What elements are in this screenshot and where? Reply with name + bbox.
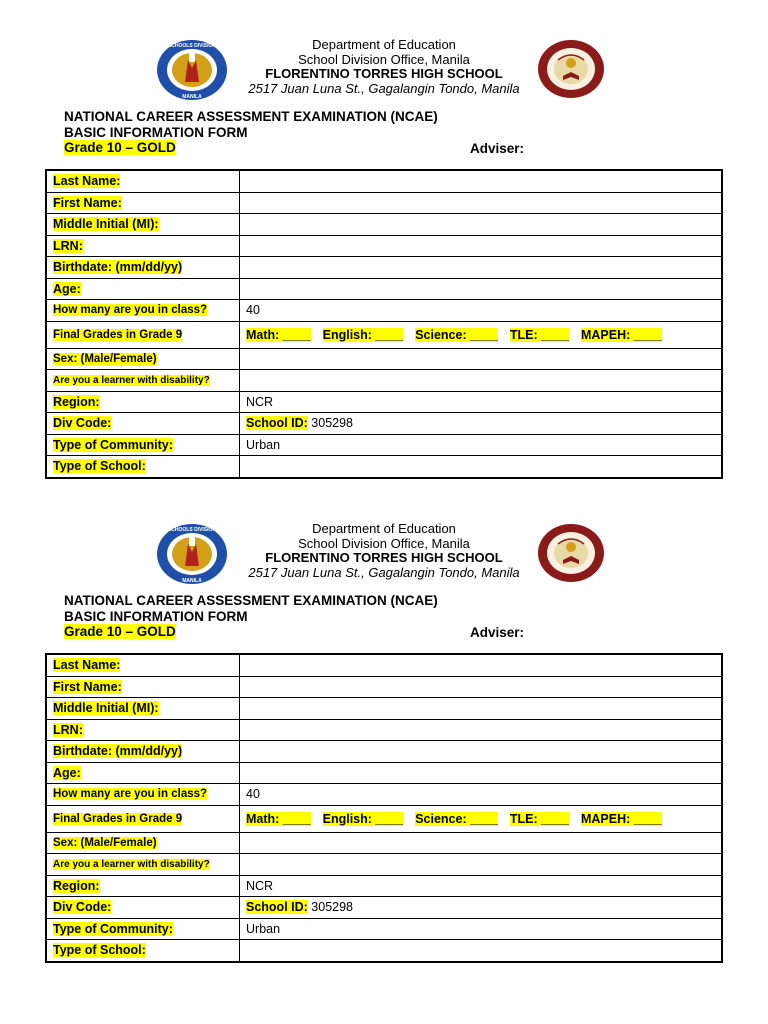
grade-section-label: Grade 10 – GOLD (64, 140, 176, 155)
table-row (46, 192, 722, 214)
school-type-field[interactable] (240, 456, 723, 478)
department-name: Department of Education (312, 521, 456, 536)
row-label (46, 321, 240, 348)
form-subtitle: BASIC INFORMATION FORM (64, 124, 248, 140)
community-label: Type of Community: (53, 437, 173, 452)
school-seal-icon (536, 522, 606, 584)
row-label (46, 170, 240, 192)
table-row (46, 832, 722, 854)
school-header-text (230, 38, 538, 96)
division-office-name: School Division Office, Manila (298, 535, 470, 551)
math-grade[interactable]: Math: ____ (246, 327, 311, 342)
table-row (46, 854, 722, 876)
row-label (46, 434, 240, 456)
div-code-label: Div Code: (53, 900, 112, 915)
row-label (46, 676, 240, 698)
table-row (46, 370, 722, 392)
community-label: Type of Community: (53, 921, 173, 936)
table-row (46, 257, 722, 279)
age-label: Age: (53, 281, 81, 296)
row-label (46, 719, 240, 741)
english-grade[interactable]: English: ____ (322, 811, 404, 826)
table-row (46, 413, 722, 435)
math-grade[interactable]: Math: ____ (246, 811, 311, 826)
svg-text:SCHOOLS DIVISION: SCHOOLS DIVISION (167, 43, 217, 49)
region-label: Region: (53, 394, 100, 409)
school-type-label: Type of School: (53, 459, 146, 474)
form-copy (0, 0, 768, 484)
table-row (46, 214, 722, 236)
last-name-label: Last Name: (53, 658, 121, 673)
class-count-label: How many are you in class? (53, 304, 208, 317)
grade-section (64, 624, 176, 639)
last-name-label: Last Name: (53, 174, 121, 189)
school-id-field[interactable] (240, 897, 723, 919)
table-row (46, 784, 722, 806)
info-table (45, 169, 723, 479)
exam-title: NATIONAL CAREER ASSESSMENT EXAMINATION (NCAE) (64, 593, 438, 608)
science-grade[interactable]: Science: ____ (415, 327, 498, 342)
tle-grade[interactable]: TLE: ____ (509, 327, 569, 342)
row-label (46, 413, 240, 435)
school-id-field[interactable] (240, 413, 723, 435)
row-label (46, 654, 240, 676)
row-label (46, 784, 240, 806)
form-copy (0, 484, 768, 968)
school-id-value: 305298 (311, 900, 354, 915)
table-row (46, 918, 722, 940)
svg-text:MANILA: MANILA (182, 578, 202, 584)
table-row (46, 434, 722, 456)
row-label (46, 854, 240, 876)
school-address: 2517 Juan Luna St., Gagalangin Tondo, Manila (248, 564, 520, 580)
table-row (46, 940, 722, 962)
table-row (46, 278, 722, 300)
table-row (46, 875, 722, 897)
table-row (46, 348, 722, 370)
form-title (64, 593, 438, 624)
table-row (46, 805, 722, 832)
info-table (45, 653, 723, 963)
first-name-label: First Name: (53, 679, 122, 694)
form-header (0, 0, 768, 100)
table-row (46, 762, 722, 784)
row-label (46, 918, 240, 940)
row-label (46, 348, 240, 370)
sex-field[interactable] (240, 832, 723, 854)
svg-text:SCHOOLS DIVISION: SCHOOLS DIVISION (167, 527, 217, 533)
school-seal-icon (536, 38, 606, 100)
row-label (46, 214, 240, 236)
birthdate-label: Birthdate: (mm/dd/yy) (53, 744, 183, 759)
grades-list (246, 328, 715, 342)
community-field[interactable]: Urban (240, 434, 723, 456)
table-row (46, 456, 722, 478)
row-label (46, 741, 240, 763)
school-id-label: School ID: (246, 900, 308, 915)
form-header (0, 484, 768, 584)
final-grades-label: Final Grades in Grade 9 (53, 812, 183, 825)
row-label (46, 192, 240, 214)
table-row (46, 391, 722, 413)
division-office-seal-icon (155, 522, 229, 586)
region-label: Region: (53, 878, 100, 893)
region-field[interactable]: NCR (240, 391, 723, 413)
region-field[interactable]: NCR (240, 875, 723, 897)
birthdate-field[interactable] (240, 741, 723, 763)
middle-initial-field[interactable] (240, 698, 723, 720)
exam-title: NATIONAL CAREER ASSESSMENT EXAMINATION (NCAE) (64, 109, 438, 124)
department-name: Department of Education (312, 37, 456, 52)
row-label (46, 391, 240, 413)
row-label (46, 875, 240, 897)
grade-section (64, 140, 176, 155)
class-count-label: How many are you in class? (53, 788, 208, 801)
row-label (46, 278, 240, 300)
form-subtitle: BASIC INFORMATION FORM (64, 608, 248, 624)
row-label (46, 300, 240, 322)
science-grade[interactable]: Science: ____ (415, 811, 498, 826)
age-label: Age: (53, 765, 81, 780)
first-name-field[interactable] (240, 192, 723, 214)
division-office-name: School Division Office, Manila (298, 51, 470, 67)
birthdate-label: Birthdate: (mm/dd/yy) (53, 260, 183, 275)
lrn-label: LRN: (53, 722, 83, 737)
div-code-label: Div Code: (53, 416, 112, 431)
form-title (64, 109, 438, 140)
final-grades-field[interactable] (240, 805, 723, 832)
age-field[interactable] (240, 762, 723, 784)
row-label (46, 762, 240, 784)
last-name-field[interactable] (240, 654, 723, 676)
class-count-field[interactable]: 40 (240, 300, 723, 322)
mapeh-grade[interactable]: MAPEH: ____ (580, 327, 662, 342)
row-label (46, 832, 240, 854)
middle-initial-field[interactable] (240, 214, 723, 236)
disability-label: Are you a learner with disability? (53, 374, 210, 386)
adviser-label[interactable]: Adviser: (470, 141, 525, 156)
row-label (46, 456, 240, 478)
school-address: 2517 Juan Luna St., Gagalangin Tondo, Manila (248, 80, 520, 96)
community-field[interactable]: Urban (240, 918, 723, 940)
table-row (46, 654, 722, 676)
school-header-text (230, 522, 538, 580)
adviser-label[interactable]: Adviser: (470, 625, 525, 640)
row-label (46, 805, 240, 832)
first-name-label: First Name: (53, 195, 122, 210)
class-count-field[interactable]: 40 (240, 784, 723, 806)
table-row (46, 741, 722, 763)
table-row (46, 719, 722, 741)
table-row (46, 300, 722, 322)
sex-label: Sex: (Male/Female) (53, 352, 157, 365)
middle-initial-label: Middle Initial (MI): (53, 701, 159, 716)
school-name: FLORENTINO TORRES HIGH SCHOOL (265, 550, 503, 565)
grade-section-label: Grade 10 – GOLD (64, 624, 176, 639)
row-label (46, 370, 240, 392)
row-label (46, 235, 240, 257)
final-grades-field[interactable] (240, 321, 723, 348)
first-name-field[interactable] (240, 676, 723, 698)
school-name: FLORENTINO TORRES HIGH SCHOOL (265, 66, 503, 81)
lrn-field[interactable] (240, 235, 723, 257)
sex-field[interactable] (240, 348, 723, 370)
table-row (46, 170, 722, 192)
lrn-label: LRN: (53, 238, 83, 253)
svg-text:MANILA: MANILA (182, 94, 202, 100)
row-label (46, 897, 240, 919)
school-type-label: Type of School: (53, 943, 146, 958)
disability-field[interactable] (240, 854, 723, 876)
disability-label: Are you a learner with disability? (53, 858, 210, 870)
birthdate-field[interactable] (240, 257, 723, 279)
school-id-label: School ID: (246, 416, 308, 431)
final-grades-label: Final Grades in Grade 9 (53, 328, 183, 341)
mapeh-grade[interactable]: MAPEH: ____ (580, 811, 662, 826)
school-id-value: 305298 (311, 416, 354, 431)
table-row (46, 897, 722, 919)
disability-field[interactable] (240, 370, 723, 392)
table-row (46, 698, 722, 720)
middle-initial-label: Middle Initial (MI): (53, 217, 159, 232)
division-office-seal-icon (155, 38, 229, 102)
table-row (46, 676, 722, 698)
tle-grade[interactable]: TLE: ____ (509, 811, 569, 826)
lrn-field[interactable] (240, 719, 723, 741)
grades-list (246, 812, 715, 826)
sex-label: Sex: (Male/Female) (53, 836, 157, 849)
row-label (46, 257, 240, 279)
school-type-field[interactable] (240, 940, 723, 962)
age-field[interactable] (240, 278, 723, 300)
english-grade[interactable]: English: ____ (322, 327, 404, 342)
row-label (46, 698, 240, 720)
table-row (46, 235, 722, 257)
row-label (46, 940, 240, 962)
table-row (46, 321, 722, 348)
last-name-field[interactable] (240, 170, 723, 192)
